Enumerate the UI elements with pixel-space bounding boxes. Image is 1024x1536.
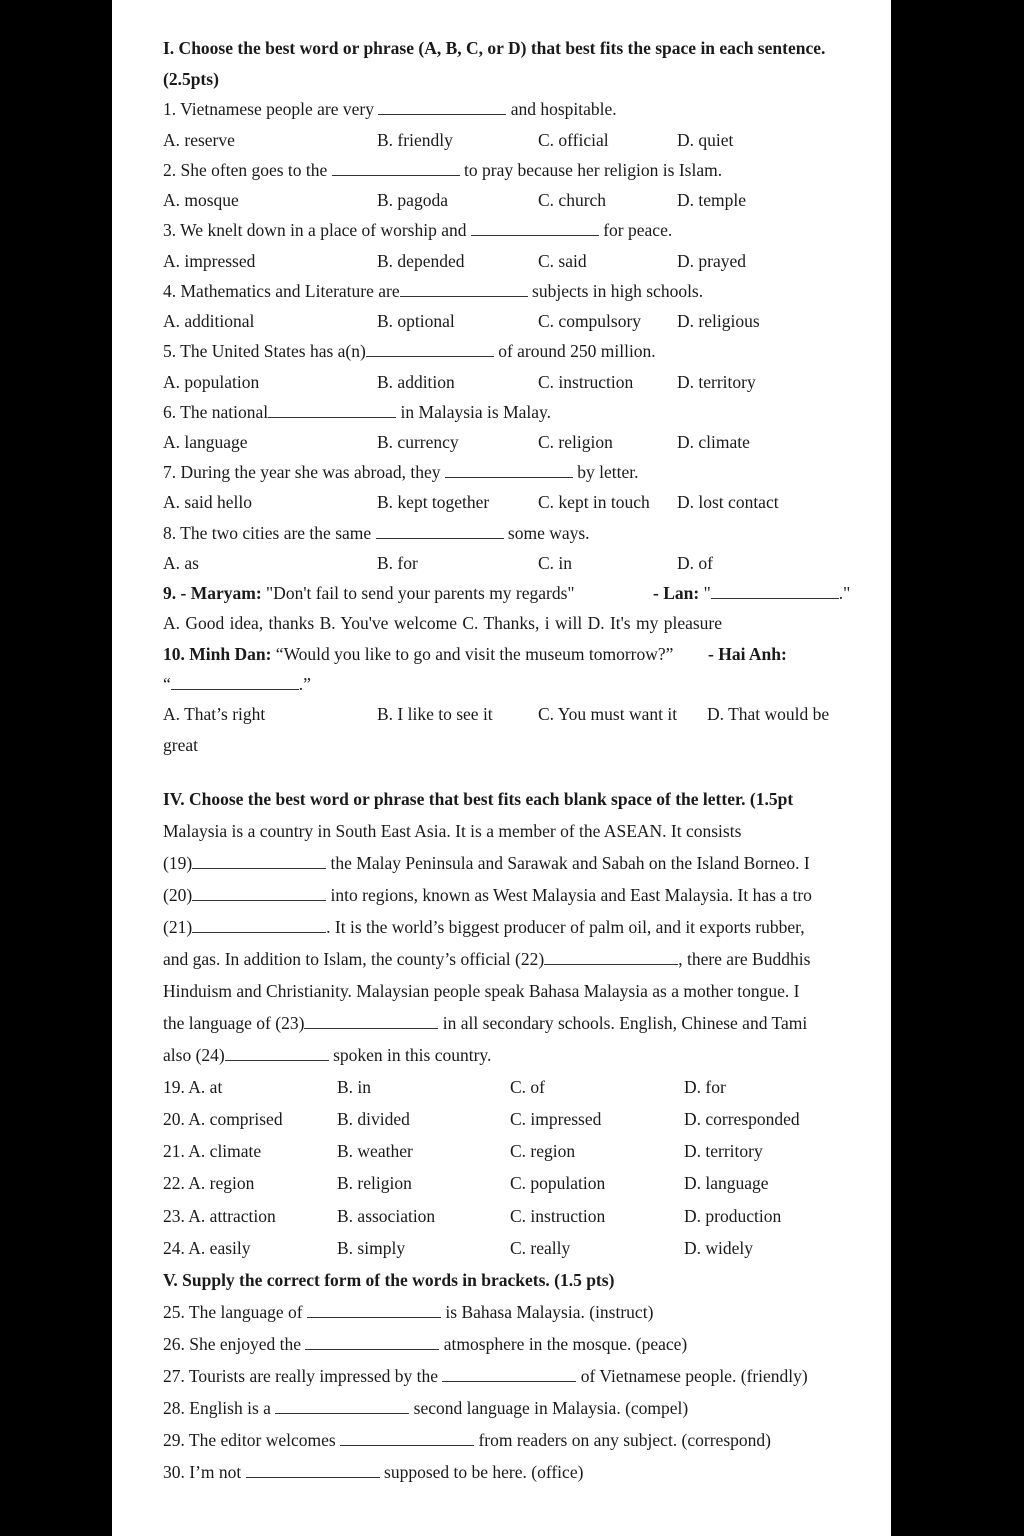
option-b: B. for [377,553,418,573]
option-a: 20. A. comprised [163,1109,283,1129]
option-c: C. You must want it [538,704,678,724]
option-c: C. compulsory [538,311,642,331]
option-d: D. corresponded [684,1109,800,1129]
option-d: D. quiet [677,130,734,150]
option-c: C. of [510,1077,545,1097]
option-d: D. widely [684,1238,754,1258]
option-b: B. kept together [377,492,490,512]
option-a: A. That’s right [163,704,266,724]
passage-line: Hinduism and Christianity. Malaysian people speak Bahasa Malaysia as a mother tongue. I [163,981,800,1001]
option-d: D. language [684,1173,769,1193]
option-c: C. religion [538,432,613,452]
answer-blank[interactable] [171,675,299,690]
option-d: D. climate [677,432,750,452]
answer-blank-22[interactable] [544,950,678,965]
passage-line: also (24) spoken in this country. [163,1045,492,1065]
question-9-options: A. Good idea, thanks B. You've welcome C. Thanks, i will D. It's my pleasure [163,613,723,633]
option-d: D. for [684,1077,726,1097]
option-c: C. in [538,553,573,573]
option-b: B. currency [377,432,459,452]
question-9-lan: - Lan: " ." [653,583,851,603]
answer-blank[interactable] [378,100,506,115]
item-26: 26. She enjoyed the atmosphere in the mosque. (peace) [163,1334,688,1354]
option-b: B. divided [337,1109,410,1129]
answer-blank[interactable] [275,1399,409,1414]
option-c: C. said [538,251,587,271]
option-c: C. instruction [510,1206,606,1226]
answer-blank[interactable] [332,161,460,176]
option-c: C. really [510,1238,571,1258]
option-c: C. church [538,190,607,210]
option-d: D. territory [677,372,756,392]
answer-blank[interactable] [376,524,504,539]
passage-line: the language of (23) in all secondary schools. English, Chinese and Tami [163,1013,808,1033]
option-a: 24. A. easily [163,1238,251,1258]
passage-line: Malaysia is a country in South East Asia. It is a member of the ASEAN. It consists [163,821,742,841]
answer-blank-19[interactable] [192,854,326,869]
option-d: D. lost contact [677,492,779,512]
option-a: A. mosque [163,190,239,210]
answer-blank-24[interactable] [225,1046,329,1061]
question-3: 3. We knelt down in a place of worship and for peace. [163,220,673,240]
option-a: A. said hello [163,492,252,512]
passage-line: and gas. In addition to Islam, the county’s official (22) , there are Buddhis [163,949,811,969]
option-c: C. region [510,1141,576,1161]
option-d: D. territory [684,1141,763,1161]
item-27: 27. Tourists are really impressed by the of Vietnamese people. (friendly) [163,1366,808,1386]
question-10: 10. Minh Dan: “Would you like to go and visit the museum tomorrow?” [163,644,674,664]
item-29: 29. The editor welcomes from readers on any subject. (correspond) [163,1430,771,1450]
option-a: 22. A. region [163,1173,255,1193]
answer-blank-20[interactable] [192,886,326,901]
question-5: 5. The United States has a(n) of around 250 million. [163,341,656,361]
question-1: 1. Vietnamese people are very and hospitable. [163,99,617,119]
question-2: 2. She often goes to the to pray because her religion is Islam. [163,160,723,180]
passage-line: (21) . It is the world’s biggest producer of palm oil, and it exports rubber, [163,917,805,937]
option-a: A. impressed [163,251,256,271]
option-b: B. depended [377,251,465,271]
option-c: C. impressed [510,1109,602,1129]
option-b: B. simply [337,1238,406,1258]
option-b: B. I like to see it [377,704,493,724]
question-9: 9. - Maryam: "Don't fail to send your parents my regards" [163,583,575,603]
answer-blank[interactable] [471,221,599,236]
option-b: B. in [337,1077,372,1097]
question-10-answer-line: “ .” [163,674,311,694]
question-6: 6. The national in Malaysia is Malay. [163,402,552,422]
option-a: 21. A. climate [163,1141,262,1161]
section5-title: V. Supply the correct form of the words in brackets. (1.5 pts) [163,1270,615,1290]
worksheet-page [112,0,891,1536]
option-d: D. production [684,1206,782,1226]
option-d: D. That would be [707,704,830,724]
answer-blank[interactable] [445,463,573,478]
option-b: B. pagoda [377,190,448,210]
option-c: C. kept in touch [538,492,650,512]
answer-blank-21[interactable] [192,918,326,933]
option-c: C. instruction [538,372,634,392]
section1-title: I. Choose the best word or phrase (A, B, C, or D) that best fits the space in each sentence. [163,38,826,58]
answer-blank[interactable] [268,403,396,418]
option-b: B. association [337,1206,436,1226]
answer-blank[interactable] [366,342,494,357]
option-a: A. population [163,372,260,392]
option-a: 23. A. attraction [163,1206,276,1226]
option-a: A. reserve [163,130,235,150]
question-8: 8. The two cities are the same some ways. [163,523,590,543]
option-a: A. language [163,432,248,452]
item-30: 30. I’m not supposed to be here. (office) [163,1462,584,1482]
passage-line: (19) the Malay Peninsula and Sarawak and Sabah on the Island Borneo. I [163,853,810,873]
option-c: C. population [510,1173,606,1193]
section4-title: IV. Choose the best word or phrase that best fits each blank space of the letter. (1.5pt [163,789,794,809]
item-25: 25. The language of is Bahasa Malaysia. (instruct) [163,1302,654,1322]
option-b: B. friendly [377,130,453,150]
answer-blank[interactable] [442,1367,576,1382]
option-b: B. optional [377,311,455,331]
answer-blank[interactable] [307,1303,441,1318]
answer-blank-23[interactable] [304,1014,438,1029]
option-b: B. weather [337,1141,413,1161]
option-d: D. of [677,553,713,573]
answer-blank[interactable] [340,1431,474,1446]
answer-blank[interactable] [246,1463,380,1478]
option-d: D. religious [677,311,760,331]
option-d: D. temple [677,190,747,210]
option-b: B. religion [337,1173,412,1193]
option-a: A. additional [163,311,255,331]
answer-blank[interactable] [305,1335,439,1350]
option-d: D. prayed [677,251,747,271]
option-a: 19. A. at [163,1077,223,1097]
question-10-hai-anh: - Hai Anh: [708,644,787,664]
option-d-wrap: great [163,735,198,755]
option-b: B. addition [377,372,455,392]
passage-line: (20) into regions, known as West Malaysia and East Malaysia. It has a tro [163,885,812,905]
answer-blank[interactable] [400,282,528,297]
answer-blank[interactable] [711,584,839,599]
item-28: 28. English is a second language in Malaysia. (compel) [163,1398,689,1418]
section1-points: (2.5pts) [163,69,219,89]
question-7: 7. During the year she was abroad, they by letter. [163,462,639,482]
question-4: 4. Mathematics and Literature are subjects in high schools. [163,281,704,301]
option-c: C. official [538,130,609,150]
option-a: A. as [163,553,199,573]
